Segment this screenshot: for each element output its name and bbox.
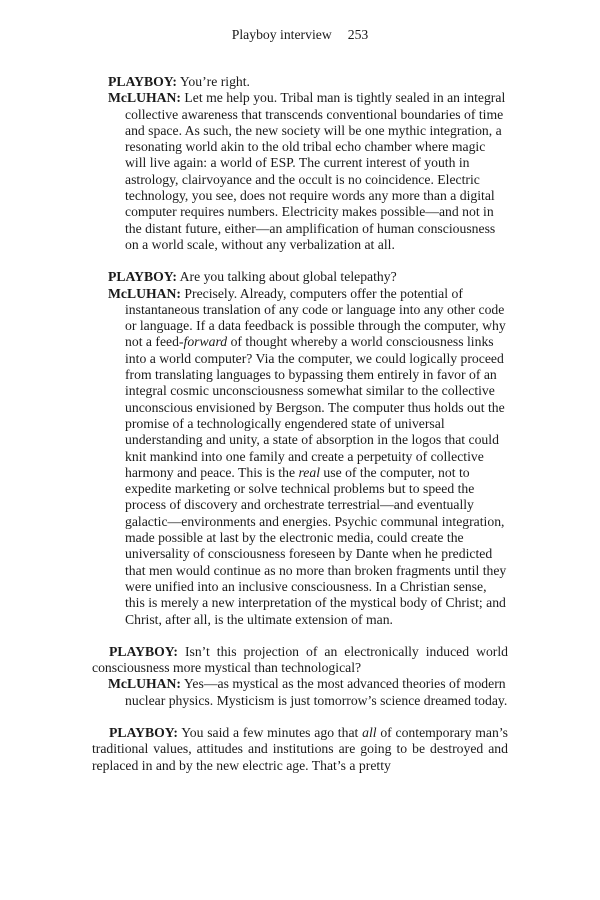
speaker-label: PLAYBOY: [108,74,177,89]
speaker-label: PLAYBOY: [109,643,178,659]
speech-text: of thought whereby a world consciousness links into a world computer? Via the computer, we could logically proceed from translating languages to bypassing them entirely in favor of an integral cosmic unconsciousness somewhat similar to the collective unconscious envisioned by Bergson. The computer thus holds out the promise of a technologically engendered state of universal understanding and unity, a state of absorption in the logos that could knit mankind into one family and create a perpetuity of collective harmony and peace. This is the [125,334,505,480]
speech-text: Let me help you. Tribal man is tightly sealed in an integral collective awareness that transcends conventional boundaries of time and space. As such, the new society will be one mythic integration, a resonating world akin to the old tribal echo chamber where magic will live again: a world of ESP. The current interest of youth in astrology, clairvoyance and the occult is no coincidence. Electric technology, you see, does not require words any more than a digital computer requires numbers. Electricity makes possible—and not in the distant future, either—an amplification of human consciousness on a world scale, without any verbalization at all. [125,90,506,252]
speech-text: Are you talking about global telepathy? [179,269,397,285]
running-title: Playboy interview [231,27,332,42]
exchange-playboy-4 [92,725,508,774]
exchange-mcluhan-3 [92,676,508,709]
exchange-playboy-1 [92,74,508,90]
speech-text: You’re right. [179,74,250,89]
speaker-label: PLAYBOY: [109,724,178,740]
speech-text: use of the computer, not to expedite marketing or solve technical problems but to speed the process of discovery and orchestrate terrestrial—and eventually galactic—environments and energies. Psychic communal integration, made possible at last by the electronic media, could create the universality of consciousness foreseen by Dante when he predicted that men would continue as no more than broken fragments until they were unified into an inclusive consciousness. In a Christian sense, this is merely a new interpretation of the mystical body of Christ; and Christ, after all, is the ultimate extension of man. [125,464,507,627]
emphasis-text: forward [183,334,228,350]
speech-text: Precisely. Already, computers offer the potential of instantaneous translation of any code or language into any other code or language. If a data feedback is possible through the computer, why not a feed- [125,285,506,350]
running-header [0,27,600,43]
interview-text [92,74,508,774]
speaker-label: PLAYBOY: [108,269,177,285]
exchange-mcluhan-2 [92,286,508,628]
emphasis-text: all [362,724,377,740]
speech-text: Isn’t this projection of an electronically induced world consciousness more mystical than technological? [92,643,509,676]
speaker-label: McLUHAN: [108,285,181,301]
page-number: 253 [347,27,369,42]
speech-text: You said a few minutes ago that [181,724,363,740]
exchange-mcluhan-1 [92,90,508,253]
speech-text: Yes—as mystical as the most advanced theories of modern nuclear physics. Mysticism is just tomorrow’s science dreamed today. [125,676,508,708]
exchange-playboy-2 [92,269,508,285]
speaker-label: McLUHAN: [108,90,181,106]
exchange-playboy-3 [92,644,508,677]
emphasis-text: real [298,464,320,480]
speech-text: of contemporary man’s traditional values, attitudes and institutions are going to be destroyed and replaced in and by the new electric age. That’s a pretty [92,724,508,773]
speaker-label: McLUHAN: [108,676,181,692]
